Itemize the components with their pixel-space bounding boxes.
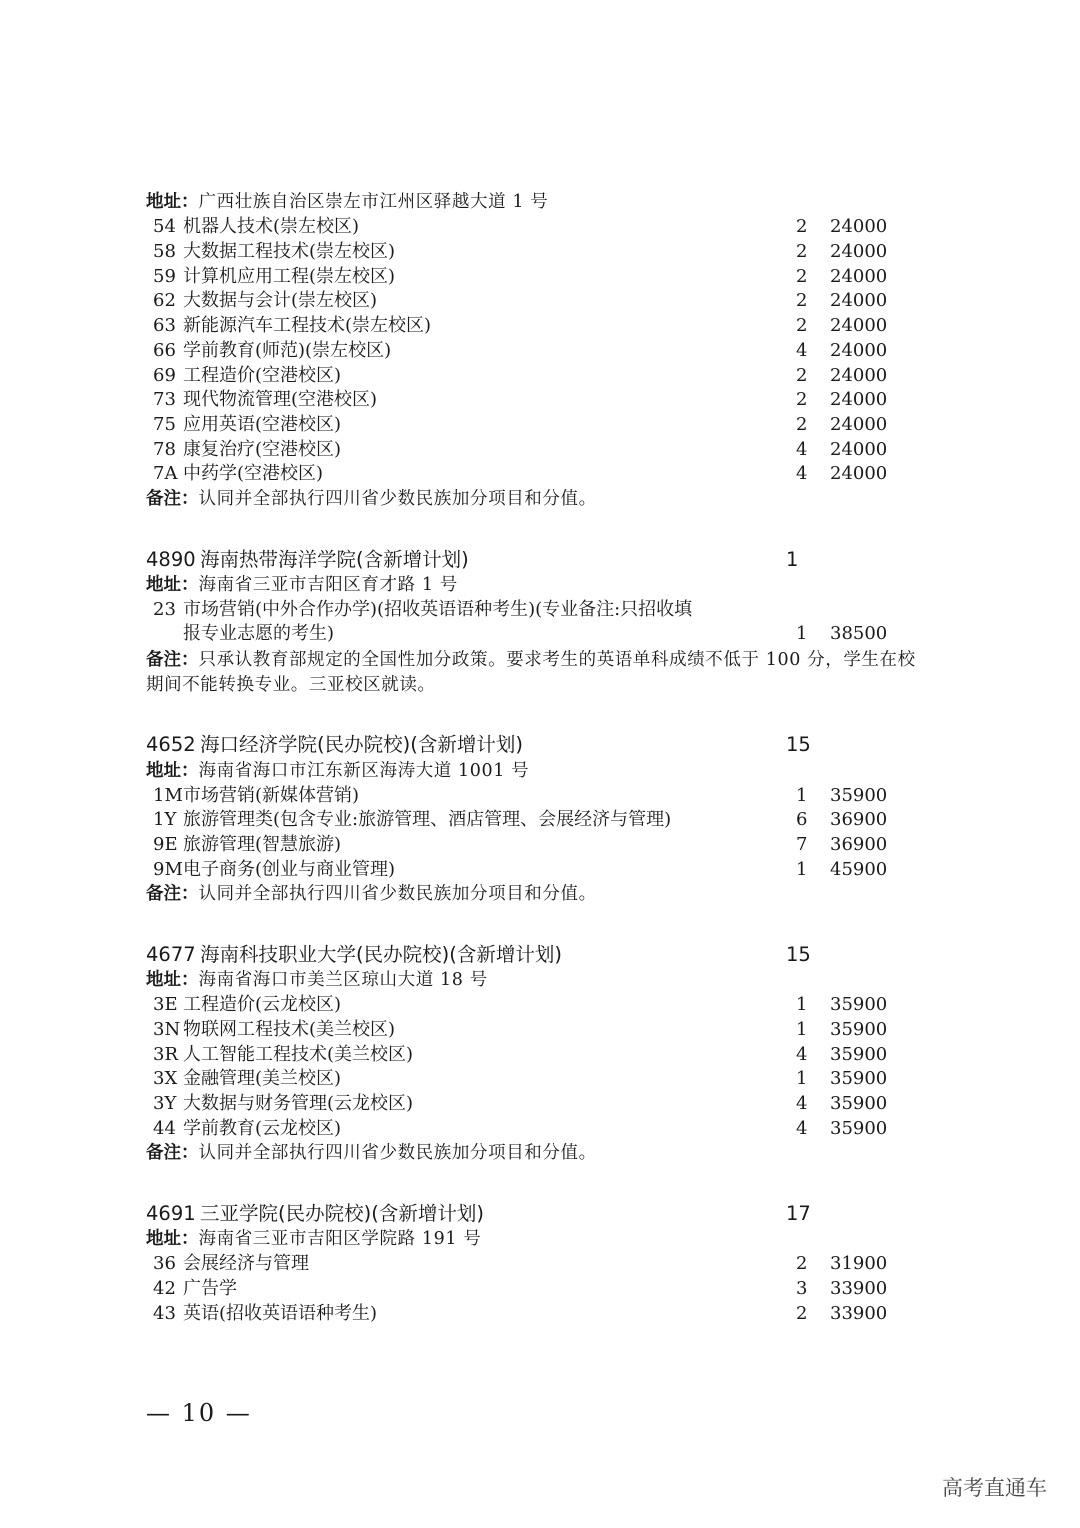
table-row: 9E 旅游管理(智慧旅游) 7 36900	[153, 834, 888, 855]
table-row: 44 学前教育(云龙校区) 4 35900	[153, 1118, 888, 1139]
table-row: 62 大数据与会计(崇左校区) 2 24000	[153, 290, 888, 311]
table-row: 7A 中药学(空港校区) 4 24000	[153, 463, 888, 484]
table-row-continued: 报专业志愿的考生) 1 38500	[183, 623, 888, 644]
table-row: 58 大数据工程技术(崇左校区) 2 24000	[153, 241, 888, 262]
table-row: 75 应用英语(空港校区) 2 24000	[153, 414, 888, 435]
school-heading	[146, 731, 1046, 759]
address-line: 地址：海南省三亚市吉阳区学院路 191 号	[146, 1229, 482, 1249]
school-heading	[146, 1200, 1046, 1228]
address-line: 地址：海南省海口市江东新区海涛大道 1001 号	[146, 761, 530, 781]
school-code: 4691	[146, 1202, 196, 1225]
school-name: 三亚学院(民办院校)(含新增计划)	[200, 1202, 484, 1225]
address-line: 地址：海南省三亚市吉阳区育才路 1 号	[146, 575, 458, 595]
page-number: — 10 —	[146, 1399, 252, 1427]
table-row: 3E 工程造价(云龙校区) 1 35900	[153, 994, 888, 1015]
table-row: 1Y 旅游管理类(包含专业:旅游管理、酒店管理、会展经济与管理) 6 36900	[153, 809, 888, 830]
school-name: 海口经济学院(民办院校)(含新增计划)	[200, 733, 523, 756]
table-row: 3N 物联网工程技术(美兰校区) 1 35900	[153, 1019, 888, 1040]
school-total: 1	[786, 548, 799, 571]
school-code: 4890	[146, 548, 196, 571]
table-row: 73 现代物流管理(空港校区) 2 24000	[153, 389, 888, 410]
table-row: 59 计算机应用工程(崇左校区) 2 24000	[153, 266, 888, 287]
address-line: 地址：广西壮族自治区崇左市江州区驿越大道 1 号	[146, 192, 549, 212]
table-row: 42 广告学 3 33900	[153, 1278, 888, 1299]
note-line: 备注：认同并全部执行四川省少数民族加分项目和分值。	[146, 1143, 597, 1163]
table-row: 43 英语(招收英语语种考生) 2 33900	[153, 1303, 888, 1324]
table-row: 1M 市场营销(新媒体营销) 1 35900	[153, 785, 888, 806]
school-name: 海南科技职业大学(民办院校)(含新增计划)	[200, 943, 562, 966]
table-row: 23 市场营销(中外合作办学)(招收英语语种考生)(专业备注:只招收填	[153, 599, 693, 620]
table-row: 3Y 大数据与财务管理(云龙校区) 4 35900	[153, 1093, 888, 1114]
table-row: 54 机器人技术(崇左校区) 2 24000	[153, 216, 888, 237]
school-code: 4652	[146, 733, 196, 756]
note-line-continued: 期间不能转换专业。三亚校区就读。	[146, 675, 436, 695]
table-row: 3X 金融管理(美兰校区) 1 35900	[153, 1068, 888, 1089]
address-line: 地址：海南省海口市美兰区琼山大道 18 号	[146, 970, 488, 990]
school-code: 4677	[146, 943, 196, 966]
table-row: 9M 电子商务(创业与商业管理) 1 45900	[153, 859, 888, 880]
table-row: 69 工程造价(空港校区) 2 24000	[153, 365, 888, 386]
school-heading	[146, 941, 1046, 969]
note-line: 备注：只承认教育部规定的全国性加分政策。要求考生的英语单科成绩不低于 100 分，学生在校	[146, 650, 916, 670]
note-line: 备注：认同并全部执行四川省少数民族加分项目和分值。	[146, 884, 597, 904]
table-row: 66 学前教育(师范)(崇左校区) 4 24000	[153, 340, 888, 361]
table-row: 3R 人工智能工程技术(美兰校区) 4 35900	[153, 1044, 888, 1065]
school-total: 15	[786, 943, 811, 966]
table-row: 78 康复治疗(空港校区) 4 24000	[153, 439, 888, 460]
table-row: 36 会展经济与管理 2 31900	[153, 1253, 888, 1274]
school-total: 17	[786, 1202, 811, 1225]
watermark: 高考直通车	[942, 1476, 1047, 1500]
school-total: 15	[786, 733, 811, 756]
table-row: 63 新能源汽车工程技术(崇左校区) 2 24000	[153, 315, 888, 336]
note-line: 备注：认同并全部执行四川省少数民族加分项目和分值。	[146, 489, 597, 509]
school-name: 海南热带海洋学院(含新增计划)	[200, 548, 469, 571]
school-heading	[146, 546, 1046, 574]
